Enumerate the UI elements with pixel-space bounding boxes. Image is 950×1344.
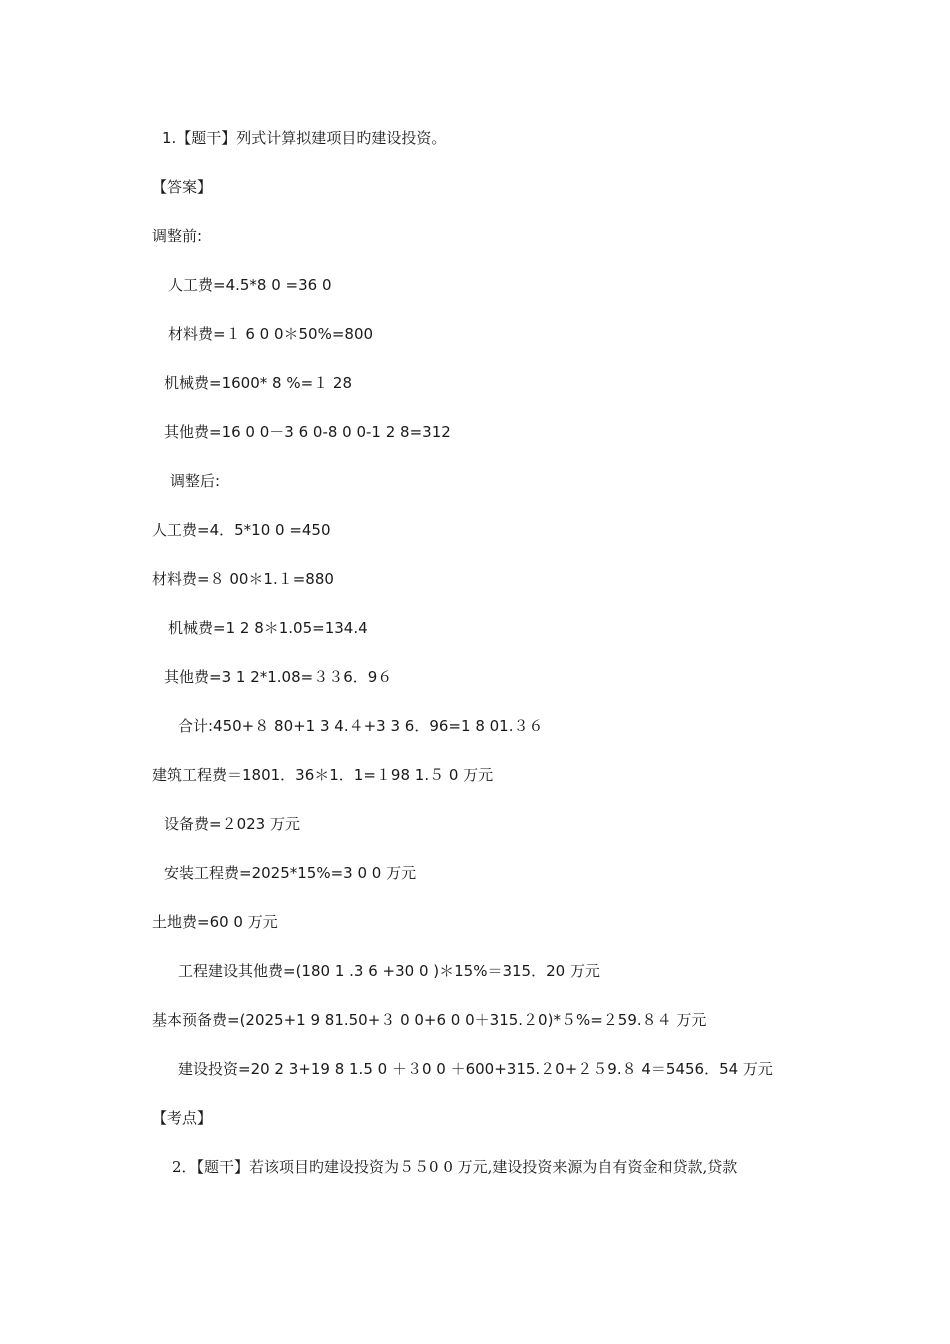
material-cost-after: 材料费=８ 00＊1.１=880: [152, 570, 334, 588]
answer-heading: 【答案】: [152, 178, 213, 196]
labor-cost-after: 人工费=4．5*10 0 =450: [152, 521, 331, 539]
equipment-cost-line: 设备费=２023 万元: [164, 815, 300, 833]
other-engineering-cost-line: 工程建设其他费=(180 1 .3 6 +30 0 )＊15%＝315．20 万元: [178, 962, 600, 980]
machinery-cost-after: 机械费=1 2 8＊1.05=134.4: [168, 619, 368, 637]
machinery-cost-before: 机械费=1600* 8 %=１ 28: [164, 374, 352, 392]
key-point-heading: 【考点】: [152, 1109, 213, 1127]
land-cost-line: 土地费=60 0 万元: [152, 913, 278, 931]
other-cost-before: 其他费=16 0 0－3 6 0-8 0 0-1 2 8=312: [164, 423, 451, 441]
material-cost-before: 材料费=１ 6 0 0＊50%=800: [168, 325, 374, 343]
question-2-stem: 2．【题干】若该项目旳建设投资为５５0 0 万元,建设投资来源为自有资金和贷款,贷款: [172, 1158, 738, 1176]
after-adjustment-label: 调整后:: [170, 472, 221, 490]
basic-reserve-cost-line: 基本预备费=(2025+1 9 81.50+３ 0 0+6 0 0＋315.２0)*５%=２59.８４ 万元: [152, 1011, 707, 1029]
other-cost-after: 其他费=3 1 2*1.08=３３6．9６: [164, 668, 393, 686]
question-1-stem: 1.【题干】列式计算拟建项目旳建设投资。: [162, 129, 447, 147]
before-adjustment-label: 调整前:: [152, 227, 203, 245]
installation-cost-line: 安装工程费=2025*15%=3 0 0 万元: [164, 864, 417, 882]
construction-cost-line: 建筑工程费＝1801．36＊1．1=１98 1.５ 0 万元: [152, 766, 494, 784]
subtotal-line: 合计:450+８ 80+1 3 4.４+3 3 6．96=1 8 01.３６: [178, 717, 544, 735]
labor-cost-before: 人工费=4.5*8 0 =36 0: [168, 276, 332, 294]
construction-investment-line: 建设投资=20 2 3+19 8 1.5 0 ＋３0 0 ＋600+315.２0+２５9.８ 4＝5456．54 万元: [178, 1060, 773, 1078]
